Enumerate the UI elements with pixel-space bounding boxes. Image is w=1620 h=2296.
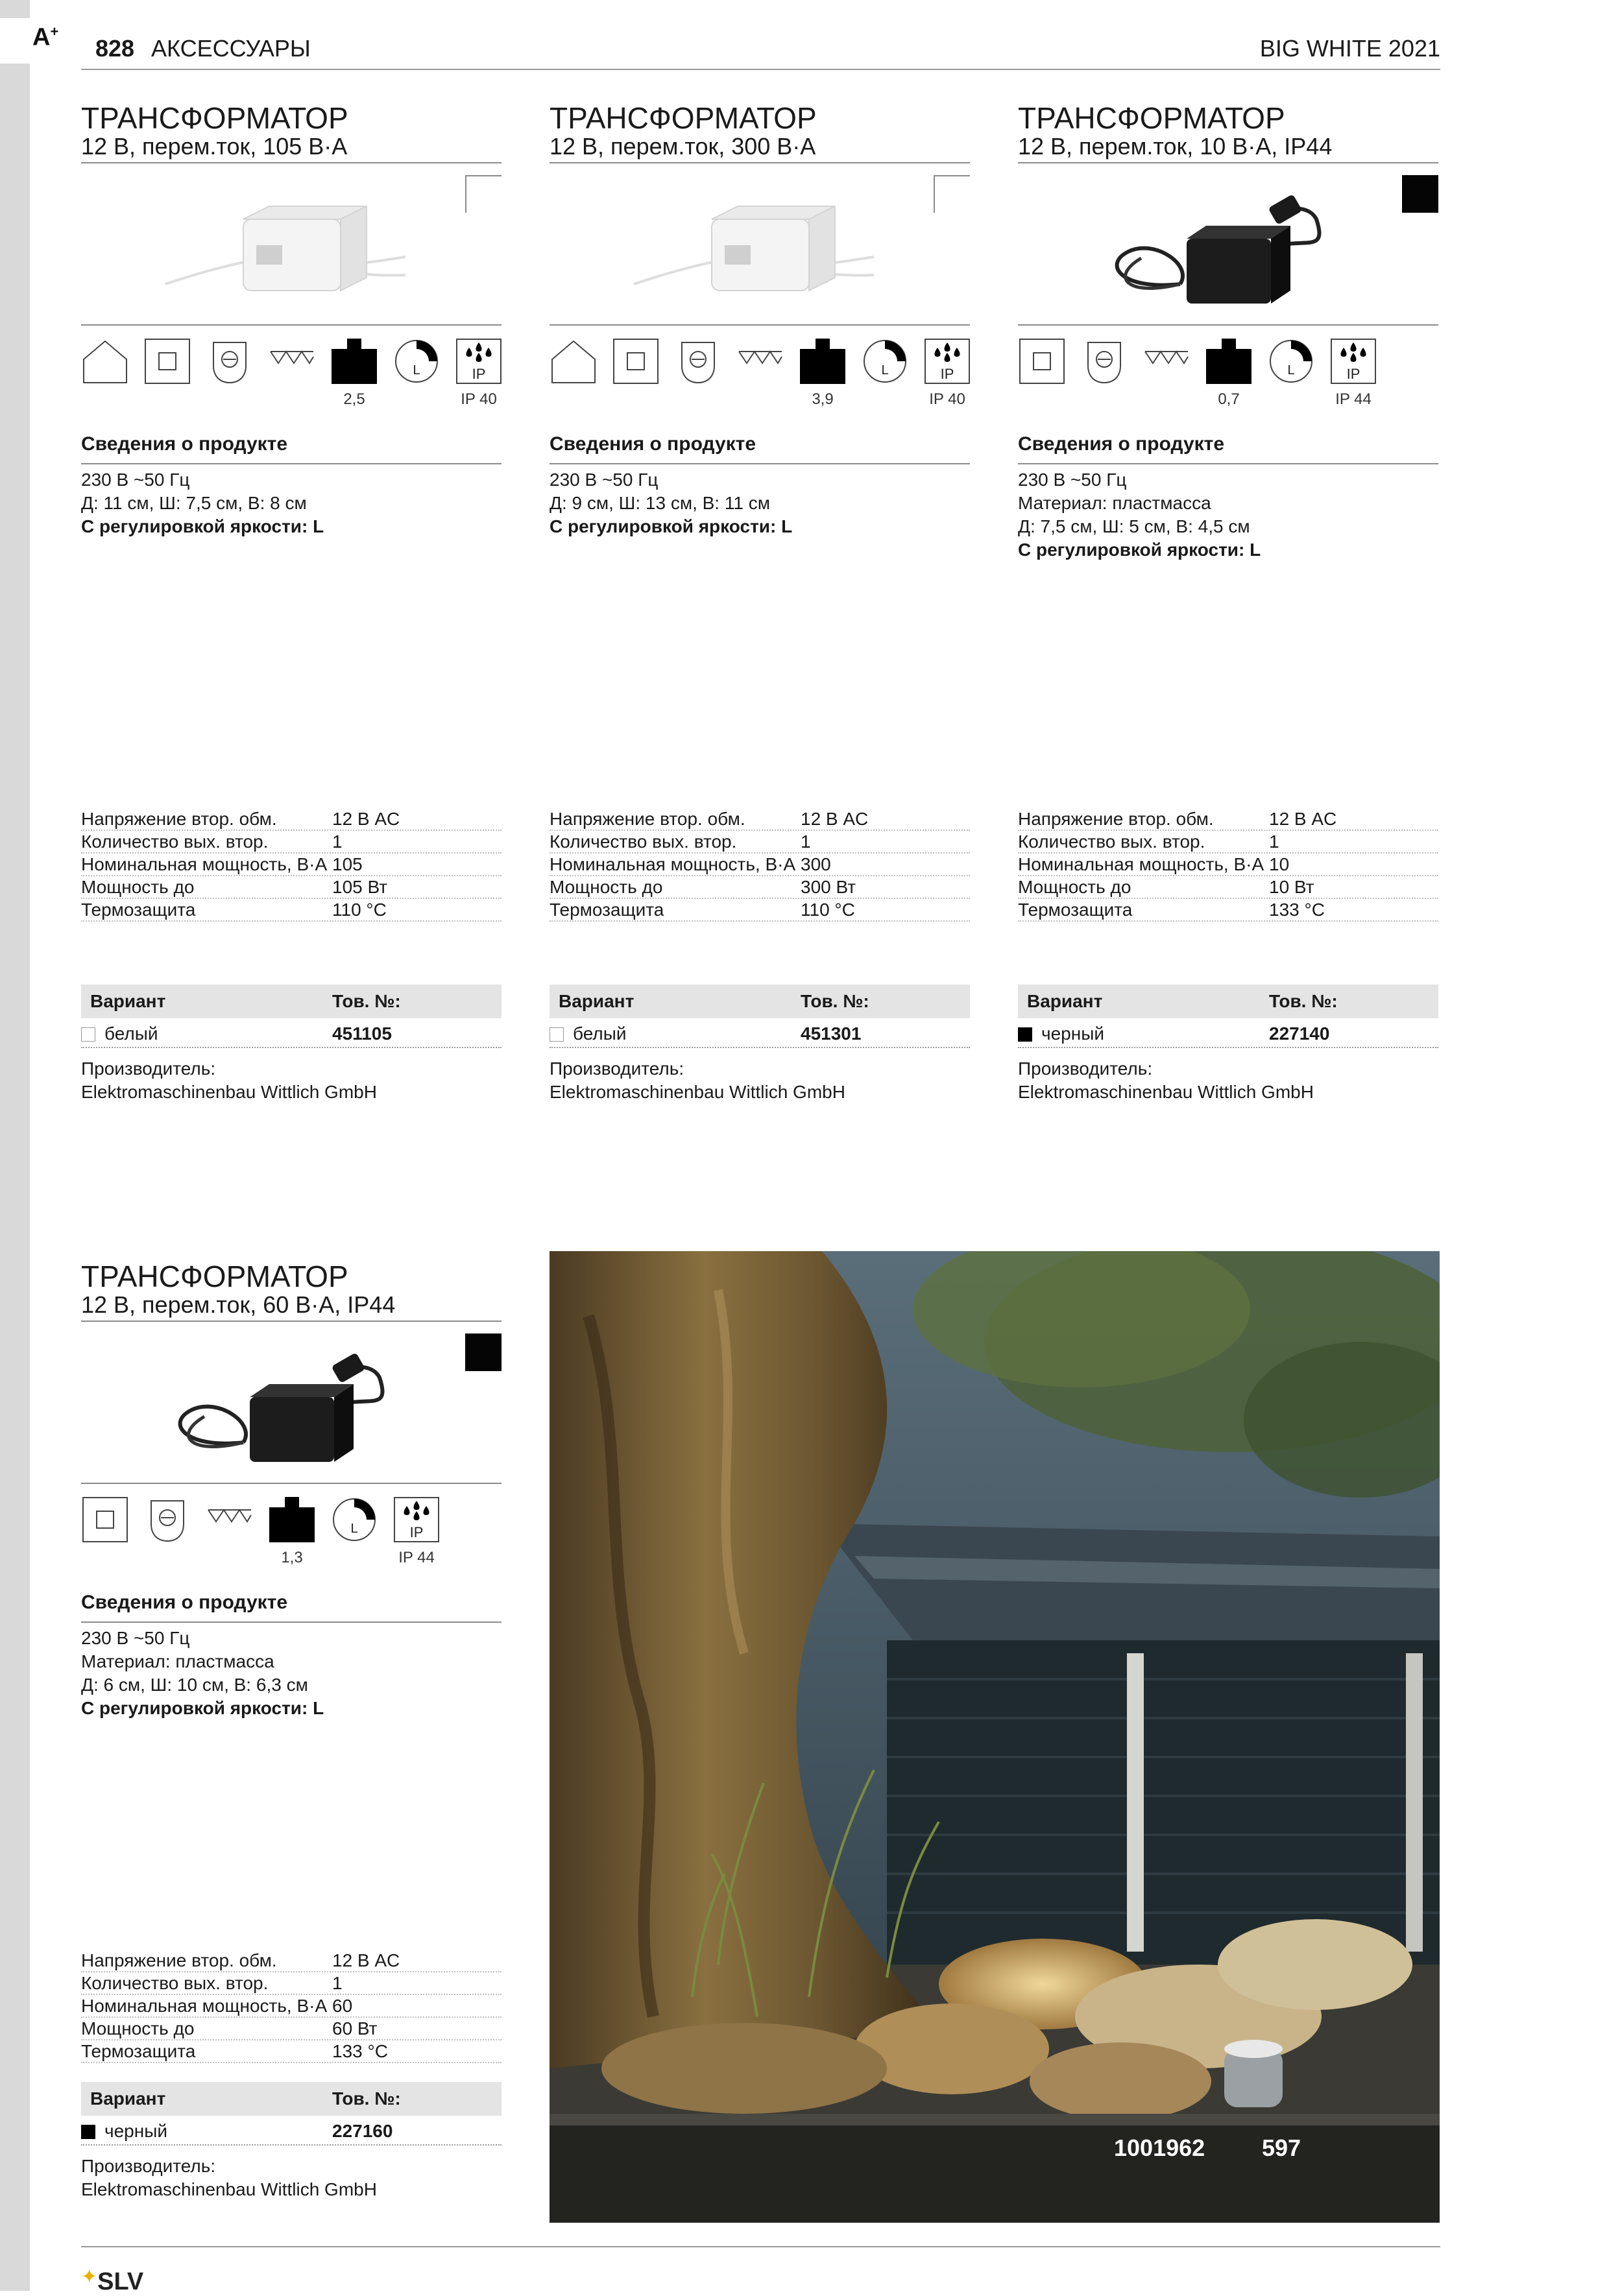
info-line: 230 В ~50 Гц [1018, 470, 1127, 490]
spec-row [81, 2040, 502, 2063]
variant-header-label: Вариант [559, 991, 635, 1011]
svg-text:IP: IP [940, 366, 954, 382]
item-number: 451301 [801, 1023, 862, 1044]
page-header [81, 32, 1440, 70]
weight-value: 3,9 [812, 390, 834, 408]
info-lines [81, 468, 324, 538]
low-voltage-icon [206, 1496, 254, 1544]
info-line: Д: 11 см, Ш: 7,5 см, В: 8 см [81, 493, 307, 513]
itemno-header-label: Тов. №: [801, 991, 869, 1011]
spec-label: Номинальная мощность, В·А [81, 1996, 328, 2016]
section-marker: A+ [32, 23, 59, 51]
spec-label: Номинальная мощность, В·А [81, 854, 328, 874]
variant-table [81, 2082, 502, 2146]
spec-row [81, 808, 502, 831]
spec-label: Термозащита [1018, 900, 1133, 920]
svg-text:L: L [350, 1522, 358, 1536]
spec-row [550, 876, 970, 899]
spec-label: Термозащита [81, 900, 196, 920]
indoor-icon [612, 337, 660, 385]
dimming-icon [393, 337, 441, 385]
spec-row [1018, 899, 1438, 922]
spec-label: Напряжение втор. обм. [1018, 809, 1214, 829]
spec-label: Количество вых. втор. [81, 1973, 269, 1993]
info-title: Сведения о продукте [1018, 433, 1225, 455]
dimming-info: С регулировкой яркости: L [550, 516, 793, 536]
color-swatch [465, 1333, 502, 1371]
spec-value: 1 [332, 1973, 343, 1993]
spec-value: 133 °C [1269, 900, 1325, 920]
spec-value: 1 [1269, 831, 1279, 852]
spec-row [550, 831, 970, 854]
title-divider [81, 1321, 502, 1322]
manufacturer [550, 1057, 845, 1104]
info-line: Д: 6 см, Ш: 10 см, В: 6,3 см [81, 1675, 308, 1695]
variant-header [81, 2082, 502, 2116]
transformer-image [146, 193, 425, 317]
spec-value: 110 °C [332, 900, 387, 920]
product-subtitle: 12 В, перем.ток, 10 В·А, IP44 [1018, 133, 1333, 160]
transformer-image [1083, 193, 1362, 317]
transformer-image [146, 1352, 425, 1475]
product-card [81, 102, 502, 1114]
product-card [550, 102, 970, 1114]
spec-value: 10 [1269, 854, 1290, 874]
info-divider [81, 1621, 502, 1623]
transformer-image [614, 193, 893, 317]
variant-header-label: Вариант [90, 991, 166, 1011]
product-title: ТРАНСФОРМАТОР [550, 101, 817, 135]
variant-color: черный [1041, 1023, 1104, 1044]
title-divider [81, 162, 502, 163]
spec-value: 300 Вт [801, 877, 856, 897]
product-subtitle: 12 В, перем.ток, 60 В·А, IP44 [81, 1291, 396, 1318]
ip-value: IP 44 [398, 1549, 435, 1566]
spec-value: 105 [332, 854, 363, 874]
spec-row [81, 876, 502, 899]
variant-row [81, 1018, 502, 1048]
variant-header-label: Вариант [1027, 991, 1103, 1011]
spec-label: Напряжение втор. обм. [81, 1950, 277, 1970]
item-number: 451105 [332, 1023, 392, 1044]
ip-rating-icon [393, 1496, 441, 1544]
variant-color-swatch [550, 1027, 564, 1042]
weight-value: 2,5 [343, 390, 365, 408]
manufacturer-name: Elektromaschinenbau Wittlich GmbH [550, 1082, 845, 1102]
dimming-icon [330, 1496, 378, 1544]
spec-value: 133 °C [332, 2041, 388, 2061]
manufacturer-name: Elektromaschinenbau Wittlich GmbH [1018, 1082, 1314, 1102]
product-title-block [81, 1261, 502, 1318]
dimming-icon [861, 337, 909, 385]
indoor-icon [143, 337, 191, 385]
ambient-photo [550, 1251, 1440, 2223]
sidebar-strip [0, 0, 30, 2291]
spec-row [81, 831, 502, 854]
manufacturer-name: Elektromaschinenbau Wittlich GmbH [81, 2179, 377, 2199]
spec-row [550, 854, 970, 876]
spec-label: Напряжение втор. обм. [81, 809, 277, 829]
spec-label: Мощность до [550, 877, 663, 897]
footer-divider [81, 2246, 1440, 2247]
low-voltage-icon [268, 337, 316, 385]
weight-value: 0,7 [1218, 390, 1240, 408]
spec-value: 105 Вт [332, 877, 388, 897]
dimming-info: С регулировкой яркости: L [1018, 540, 1261, 560]
info-lines [81, 1627, 324, 1720]
info-line: Д: 9 см, Ш: 13 см, В: 11 см [550, 493, 770, 513]
spec-row [81, 1995, 502, 2018]
spec-value: 1 [332, 831, 343, 852]
image-divider [550, 324, 970, 326]
photo-code-1: 1001962 [1114, 2135, 1205, 2161]
itemno-header-label: Тов. №: [332, 991, 401, 1011]
slv-logo: ✦SLV [81, 2266, 144, 2295]
mounting-icon [674, 337, 722, 385]
spec-label: Мощность до [81, 2018, 195, 2039]
spec-label: Мощность до [81, 877, 195, 897]
spec-label: Термозащита [550, 900, 664, 920]
spec-value: 10 Вт [1269, 877, 1314, 897]
spec-label: Количество вых. втор. [81, 831, 269, 852]
house-icon [81, 337, 129, 385]
variant-color: белый [104, 1023, 158, 1044]
variant-table [81, 985, 502, 1048]
indoor-icon [81, 1496, 129, 1544]
info-line: Материал: пластмасса [81, 1651, 274, 1671]
spec-row [81, 2018, 502, 2040]
manufacturer-label: Производитель: [81, 1058, 216, 1079]
section-title: АКСЕССУАРЫ [151, 35, 311, 62]
variant-row [81, 2116, 502, 2146]
info-divider [1018, 463, 1438, 464]
svg-text:IP: IP [1346, 366, 1360, 382]
manufacturer-label: Производитель: [1018, 1058, 1153, 1079]
info-line: 230 В ~50 Гц [81, 470, 190, 490]
spec-table [81, 808, 502, 922]
spec-row [1018, 876, 1438, 899]
product-card [1018, 102, 1438, 1114]
ip-rating-icon [1329, 337, 1377, 385]
image-divider [1018, 324, 1438, 326]
info-line: 230 В ~50 Гц [550, 470, 659, 490]
photo-code-2: 597 [1262, 2135, 1301, 2161]
weight-value: 1,3 [281, 1549, 303, 1566]
spec-label: Напряжение втор. обм. [550, 809, 745, 829]
product-title-block [81, 102, 502, 160]
product-subtitle: 12 В, перем.ток, 300 В·А [550, 133, 816, 160]
spec-table [1018, 808, 1438, 922]
catalog-title: BIG WHITE 2021 [1259, 35, 1440, 62]
info-lines [550, 468, 792, 538]
svg-text:IP: IP [409, 1524, 424, 1540]
variant-color: белый [573, 1023, 627, 1044]
info-line: Д: 7,5 см, Ш: 5 см, В: 4,5 см [1018, 516, 1250, 536]
ip-value: IP 44 [1335, 390, 1372, 408]
weight-icon [268, 1496, 316, 1544]
manufacturer [81, 1057, 377, 1104]
variant-table [550, 985, 970, 1048]
spec-label: Мощность до [1018, 877, 1131, 897]
logo-star-icon: ✦ [81, 2266, 98, 2288]
spec-label: Количество вых. втор. [550, 831, 737, 852]
spec-value: 12 В AC [801, 809, 869, 829]
variant-header [550, 985, 970, 1018]
weight-icon [330, 337, 378, 385]
variant-color-swatch [1018, 1027, 1032, 1042]
svg-text:L: L [1287, 363, 1295, 377]
spec-row [81, 854, 502, 876]
manufacturer-label: Производитель: [81, 2156, 216, 2176]
itemno-header-label: Тов. №: [1269, 991, 1338, 1011]
spec-label: Номинальная мощность, В·А [550, 854, 796, 874]
spec-row [550, 808, 970, 831]
spec-value: 60 Вт [332, 2018, 378, 2039]
spec-value: 12 В AC [332, 1950, 400, 1970]
spec-value: 12 В AC [1269, 809, 1337, 829]
image-divider [81, 1483, 502, 1484]
spec-table [81, 1950, 502, 2063]
variant-color-swatch [81, 2125, 95, 2139]
dimming-info: С регулировкой яркости: L [81, 516, 324, 536]
mounting-icon [143, 1496, 191, 1544]
info-divider [81, 463, 502, 464]
indoor-icon [1018, 337, 1066, 385]
product-title: ТРАНСФОРМАТОР [1018, 101, 1285, 135]
dimming-icon [1267, 337, 1315, 385]
spec-row [1018, 808, 1438, 831]
product-image [1083, 193, 1362, 320]
variant-header [81, 985, 502, 1018]
svg-text:L: L [881, 363, 889, 377]
info-divider [550, 463, 970, 464]
house-icon [550, 337, 598, 385]
spec-row [81, 1972, 502, 1995]
spec-table [550, 808, 970, 922]
svg-text:L: L [413, 363, 420, 377]
ip-rating-icon [455, 337, 503, 385]
weight-icon [1205, 337, 1253, 385]
info-line: Материал: пластмасса [1018, 493, 1211, 513]
item-number: 227140 [1269, 1023, 1330, 1044]
variant-color-swatch [81, 1027, 95, 1042]
ip-value: IP 40 [929, 390, 965, 408]
variant-header-label: Вариант [90, 2088, 166, 2109]
itemno-header-label: Тов. №: [332, 2088, 401, 2109]
product-title: ТРАНСФОРМАТОР [81, 101, 348, 135]
spec-value: 12 В AC [332, 809, 400, 829]
title-divider [550, 162, 970, 163]
low-voltage-icon [736, 337, 784, 385]
spec-label: Номинальная мощность, В·А [1018, 854, 1264, 874]
ip-value: IP 40 [461, 390, 497, 408]
product-card [81, 1261, 502, 2234]
info-line: 230 В ~50 Гц [81, 1628, 190, 1648]
product-image [146, 1352, 425, 1478]
info-lines [1018, 468, 1261, 562]
variant-color: черный [104, 2121, 167, 2141]
image-divider [81, 324, 502, 326]
product-subtitle: 12 В, перем.ток, 105 В·А [81, 133, 348, 160]
product-image [146, 193, 425, 320]
color-swatch [465, 175, 502, 213]
item-number: 227160 [332, 2121, 393, 2141]
variant-header [1018, 985, 1438, 1018]
spec-row [1018, 831, 1438, 854]
mounting-icon [1080, 337, 1128, 385]
spec-value: 300 [801, 854, 831, 874]
weight-icon [799, 337, 847, 385]
variant-row [550, 1018, 970, 1048]
color-swatch [934, 175, 970, 213]
ip-rating-icon [923, 337, 971, 385]
garden-tree-photo [550, 1251, 1440, 2223]
spec-label: Термозащита [81, 2041, 196, 2061]
manufacturer [81, 2155, 377, 2201]
info-title: Сведения о продукте [81, 1592, 288, 1613]
manufacturer-name: Elektromaschinenbau Wittlich GmbH [81, 1082, 377, 1102]
product-image [614, 193, 893, 320]
manufacturer-label: Производитель: [550, 1058, 684, 1079]
product-title-block [1018, 102, 1438, 160]
manufacturer [1018, 1057, 1314, 1104]
info-title: Сведения о продукте [550, 433, 756, 455]
product-title-block [550, 102, 970, 160]
spec-value: 60 [332, 1996, 353, 2016]
color-swatch [1402, 175, 1438, 213]
spec-row [81, 1950, 502, 1972]
spec-row [550, 899, 970, 922]
product-title: ТРАНСФОРМАТОР [81, 1260, 348, 1293]
mounting-icon [206, 337, 254, 385]
svg-text:IP: IP [472, 366, 486, 382]
variant-row [1018, 1018, 1438, 1048]
page-number: 828 [95, 35, 135, 62]
spec-value: 1 [801, 831, 811, 852]
spec-value: 110 °C [801, 900, 855, 920]
dimming-info: С регулировкой яркости: L [81, 1698, 324, 1718]
low-voltage-icon [1142, 337, 1191, 385]
spec-row [81, 899, 502, 922]
variant-table [1018, 985, 1438, 1048]
title-divider [1018, 162, 1438, 163]
spec-row [1018, 854, 1438, 876]
spec-label: Количество вых. втор. [1018, 831, 1205, 852]
info-title: Сведения о продукте [81, 433, 288, 455]
